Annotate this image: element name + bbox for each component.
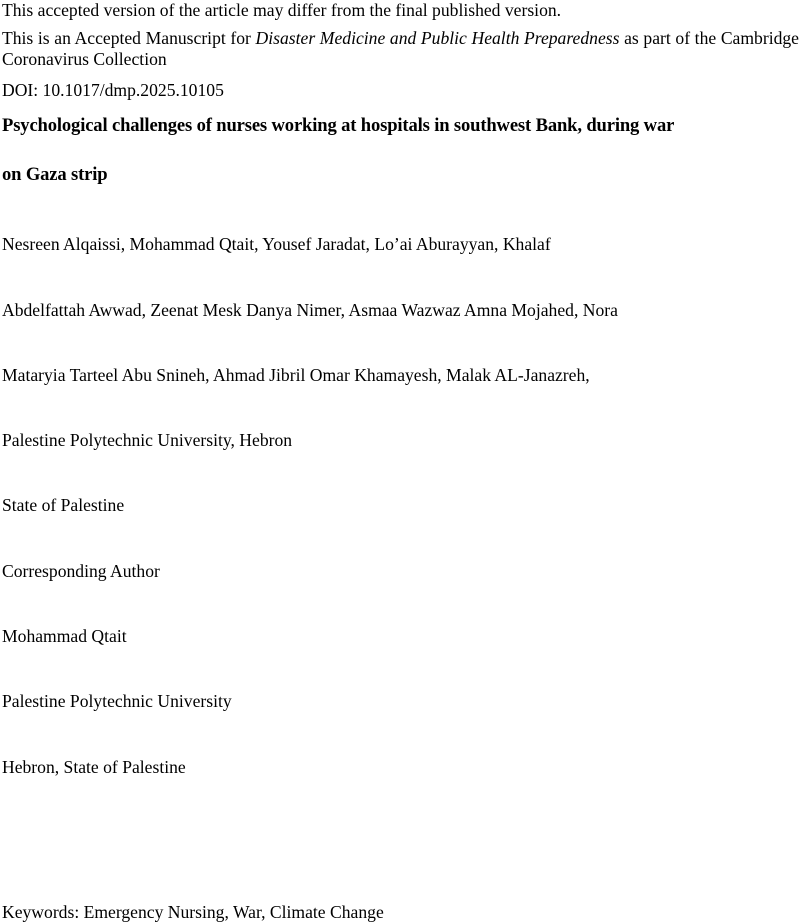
corresponding-author-heading: Corresponding Author xyxy=(2,561,160,581)
paper-title-line-2: on Gaza strip xyxy=(2,164,108,185)
keywords: Keywords: Emergency Nursing, War, Climate Change xyxy=(2,902,384,922)
corresponding-author-name: Mohammad Qtait xyxy=(2,626,127,646)
authors-line-2: Abdelfattah Awwad, Zeenat Mesk Danya Nimer, Asmaa Wazwaz Amna Mojahed, Nora xyxy=(2,300,618,320)
affiliation-institution: Palestine Polytechnic University, Hebron xyxy=(2,430,293,450)
manuscript-suffix: as part of the Cambridge Coronavirus Collection xyxy=(2,28,799,69)
authors-line-1: Nesreen Alqaissi, Mohammad Qtait, Yousef Jaradat, Lo’ai Aburayyan, Khalaf xyxy=(2,234,551,254)
version-notice: This accepted version of the article may differ from the final published version. xyxy=(2,0,562,20)
corresponding-author-institution: Palestine Polytechnic University xyxy=(2,691,232,711)
doi: DOI: 10.1017/dmp.2025.10105 xyxy=(2,80,224,100)
affiliation-country: State of Palestine xyxy=(2,495,125,515)
authors-line-3: Mataryia Tarteel Abu Snineh, Ahmad Jibril Omar Khamayesh, Malak AL-Janazreh, xyxy=(2,365,590,385)
manuscript-prefix: This is an Accepted Manuscript for xyxy=(2,28,251,48)
corresponding-author-location: Hebron, State of Palestine xyxy=(2,757,186,777)
paper-title-line-1: Psychological challenges of nurses working at hospitals in southwest Bank, during war xyxy=(2,115,675,136)
manuscript-statement xyxy=(2,28,799,70)
journal-name: Disaster Medicine and Public Health Preparedness xyxy=(255,28,620,48)
